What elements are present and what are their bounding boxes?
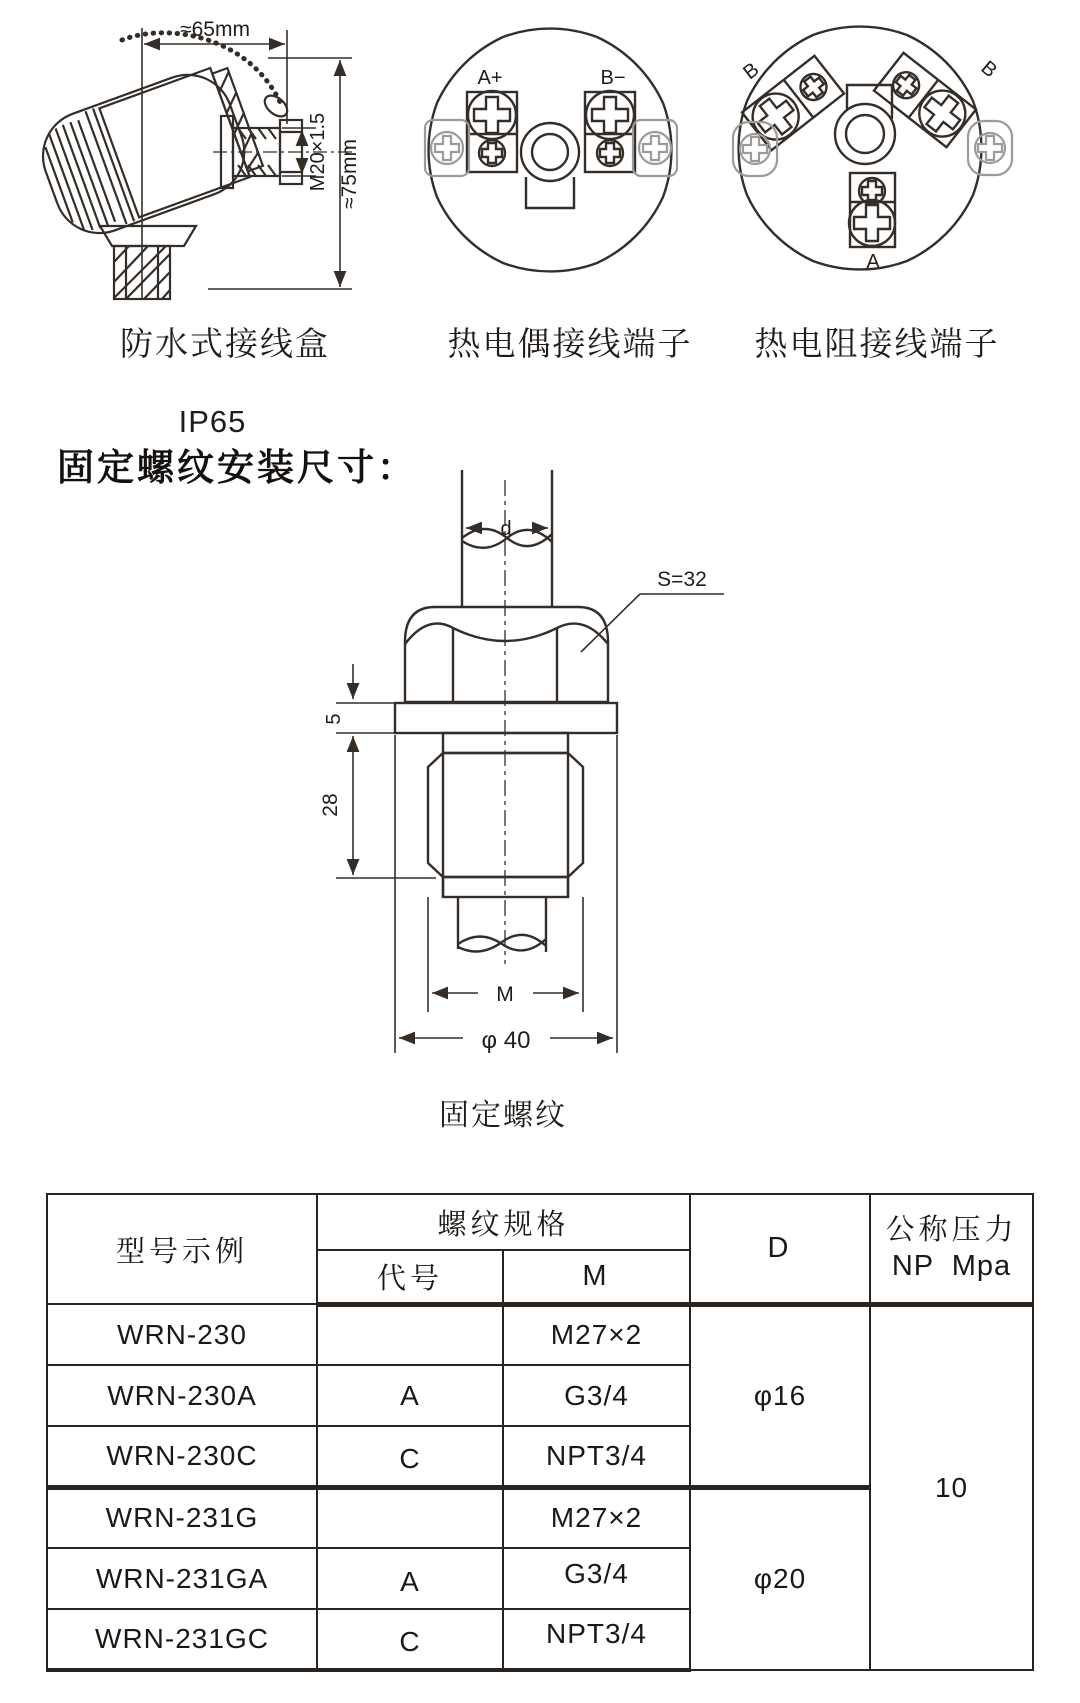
cell-code: A bbox=[317, 1365, 503, 1426]
bottom-pipe bbox=[100, 226, 196, 299]
cell-m: G3/4 bbox=[503, 1548, 690, 1609]
col-header-thread-spec: 螺纹规格 bbox=[317, 1194, 690, 1250]
terminal-b-left-label: B bbox=[739, 58, 764, 85]
col-header-d: D bbox=[690, 1194, 870, 1304]
col-header-m: M bbox=[503, 1250, 690, 1304]
thermocouple-terminal-figure bbox=[405, 12, 697, 312]
dim-m-label: M bbox=[496, 983, 514, 1006]
terminal-block-b bbox=[585, 91, 635, 172]
table-row bbox=[47, 1304, 1033, 1365]
dim-d-label: d bbox=[500, 518, 512, 540]
cell-m: NPT3/4 bbox=[503, 1426, 690, 1487]
col-header-pressure-line2: NP Mpa bbox=[891, 1250, 1012, 1283]
cell-m: M27×2 bbox=[503, 1487, 690, 1548]
dim-width-label: ≈65mm bbox=[180, 18, 250, 41]
cell-nominal-pressure: 10 bbox=[870, 1304, 1033, 1670]
cell-m: M27×2 bbox=[503, 1304, 690, 1365]
flange-plate bbox=[395, 703, 617, 733]
terminal-a-label: A+ bbox=[477, 67, 503, 89]
hex-nut bbox=[405, 607, 608, 702]
terminal-a-label: A bbox=[866, 251, 880, 273]
terminal-block-a bbox=[467, 91, 517, 172]
cell-m: NPT3/4 bbox=[503, 1609, 690, 1670]
dim-s-label: S=32 bbox=[657, 568, 707, 591]
cell-code: C bbox=[317, 1609, 503, 1670]
cell-model: WRN-231GC bbox=[47, 1609, 317, 1670]
dim-5-label: 5 bbox=[323, 713, 345, 725]
cell-d-group-1: φ16 bbox=[690, 1304, 870, 1487]
col-header-pressure-line1: 公称压力 bbox=[885, 1214, 1018, 1246]
thread-mount-figure bbox=[288, 452, 728, 1072]
ip-rating-label: IP65 bbox=[178, 404, 247, 439]
junction-box-figure bbox=[18, 6, 363, 306]
cell-model: WRN-231G bbox=[47, 1487, 317, 1548]
keyhole-slot bbox=[521, 123, 579, 208]
rtd-terminal-caption: 热电阻接线端子 bbox=[754, 325, 1000, 362]
cell-m: G3/4 bbox=[503, 1365, 690, 1426]
dim-thread-label: M20×1.5 bbox=[307, 112, 329, 192]
junction-box-caption: 防水式接线盒 bbox=[120, 325, 330, 362]
thread-mount-caption: 固定螺纹 bbox=[439, 1099, 567, 1132]
cell-code: C bbox=[317, 1426, 503, 1487]
head-body bbox=[30, 59, 266, 246]
rtd-terminal-figure bbox=[705, 12, 1015, 312]
cell-code bbox=[317, 1487, 503, 1548]
terminal-b-label: B− bbox=[600, 67, 626, 89]
section-heading: 固定螺纹安装尺寸： bbox=[57, 447, 417, 488]
col-header-model: 型号示例 bbox=[47, 1194, 317, 1304]
terminal-b-right-label: B bbox=[976, 56, 1002, 83]
cell-model: WRN-230 bbox=[47, 1304, 317, 1365]
keyhole-slot bbox=[835, 85, 895, 164]
terminal-block-a bbox=[849, 173, 895, 247]
cell-code: A bbox=[317, 1548, 503, 1609]
cell-model: WRN-230C bbox=[47, 1426, 317, 1487]
cell-model: WRN-231GA bbox=[47, 1548, 317, 1609]
cell-model: WRN-230A bbox=[47, 1365, 317, 1426]
dimension-lines bbox=[336, 480, 724, 1053]
cell-code bbox=[317, 1304, 503, 1365]
dim-phi40-label: φ 40 bbox=[481, 1027, 531, 1054]
dim-height-label: ≈75mm bbox=[338, 139, 361, 209]
dim-28-label: 28 bbox=[319, 793, 342, 817]
col-header-code: 代号 bbox=[317, 1250, 503, 1304]
thermocouple-terminal-caption: 热电偶接线端子 bbox=[447, 325, 693, 362]
col-header-pressure bbox=[870, 1194, 1033, 1304]
thread-spec-table bbox=[46, 1193, 1034, 1672]
cell-d-group-2: φ20 bbox=[690, 1487, 870, 1670]
